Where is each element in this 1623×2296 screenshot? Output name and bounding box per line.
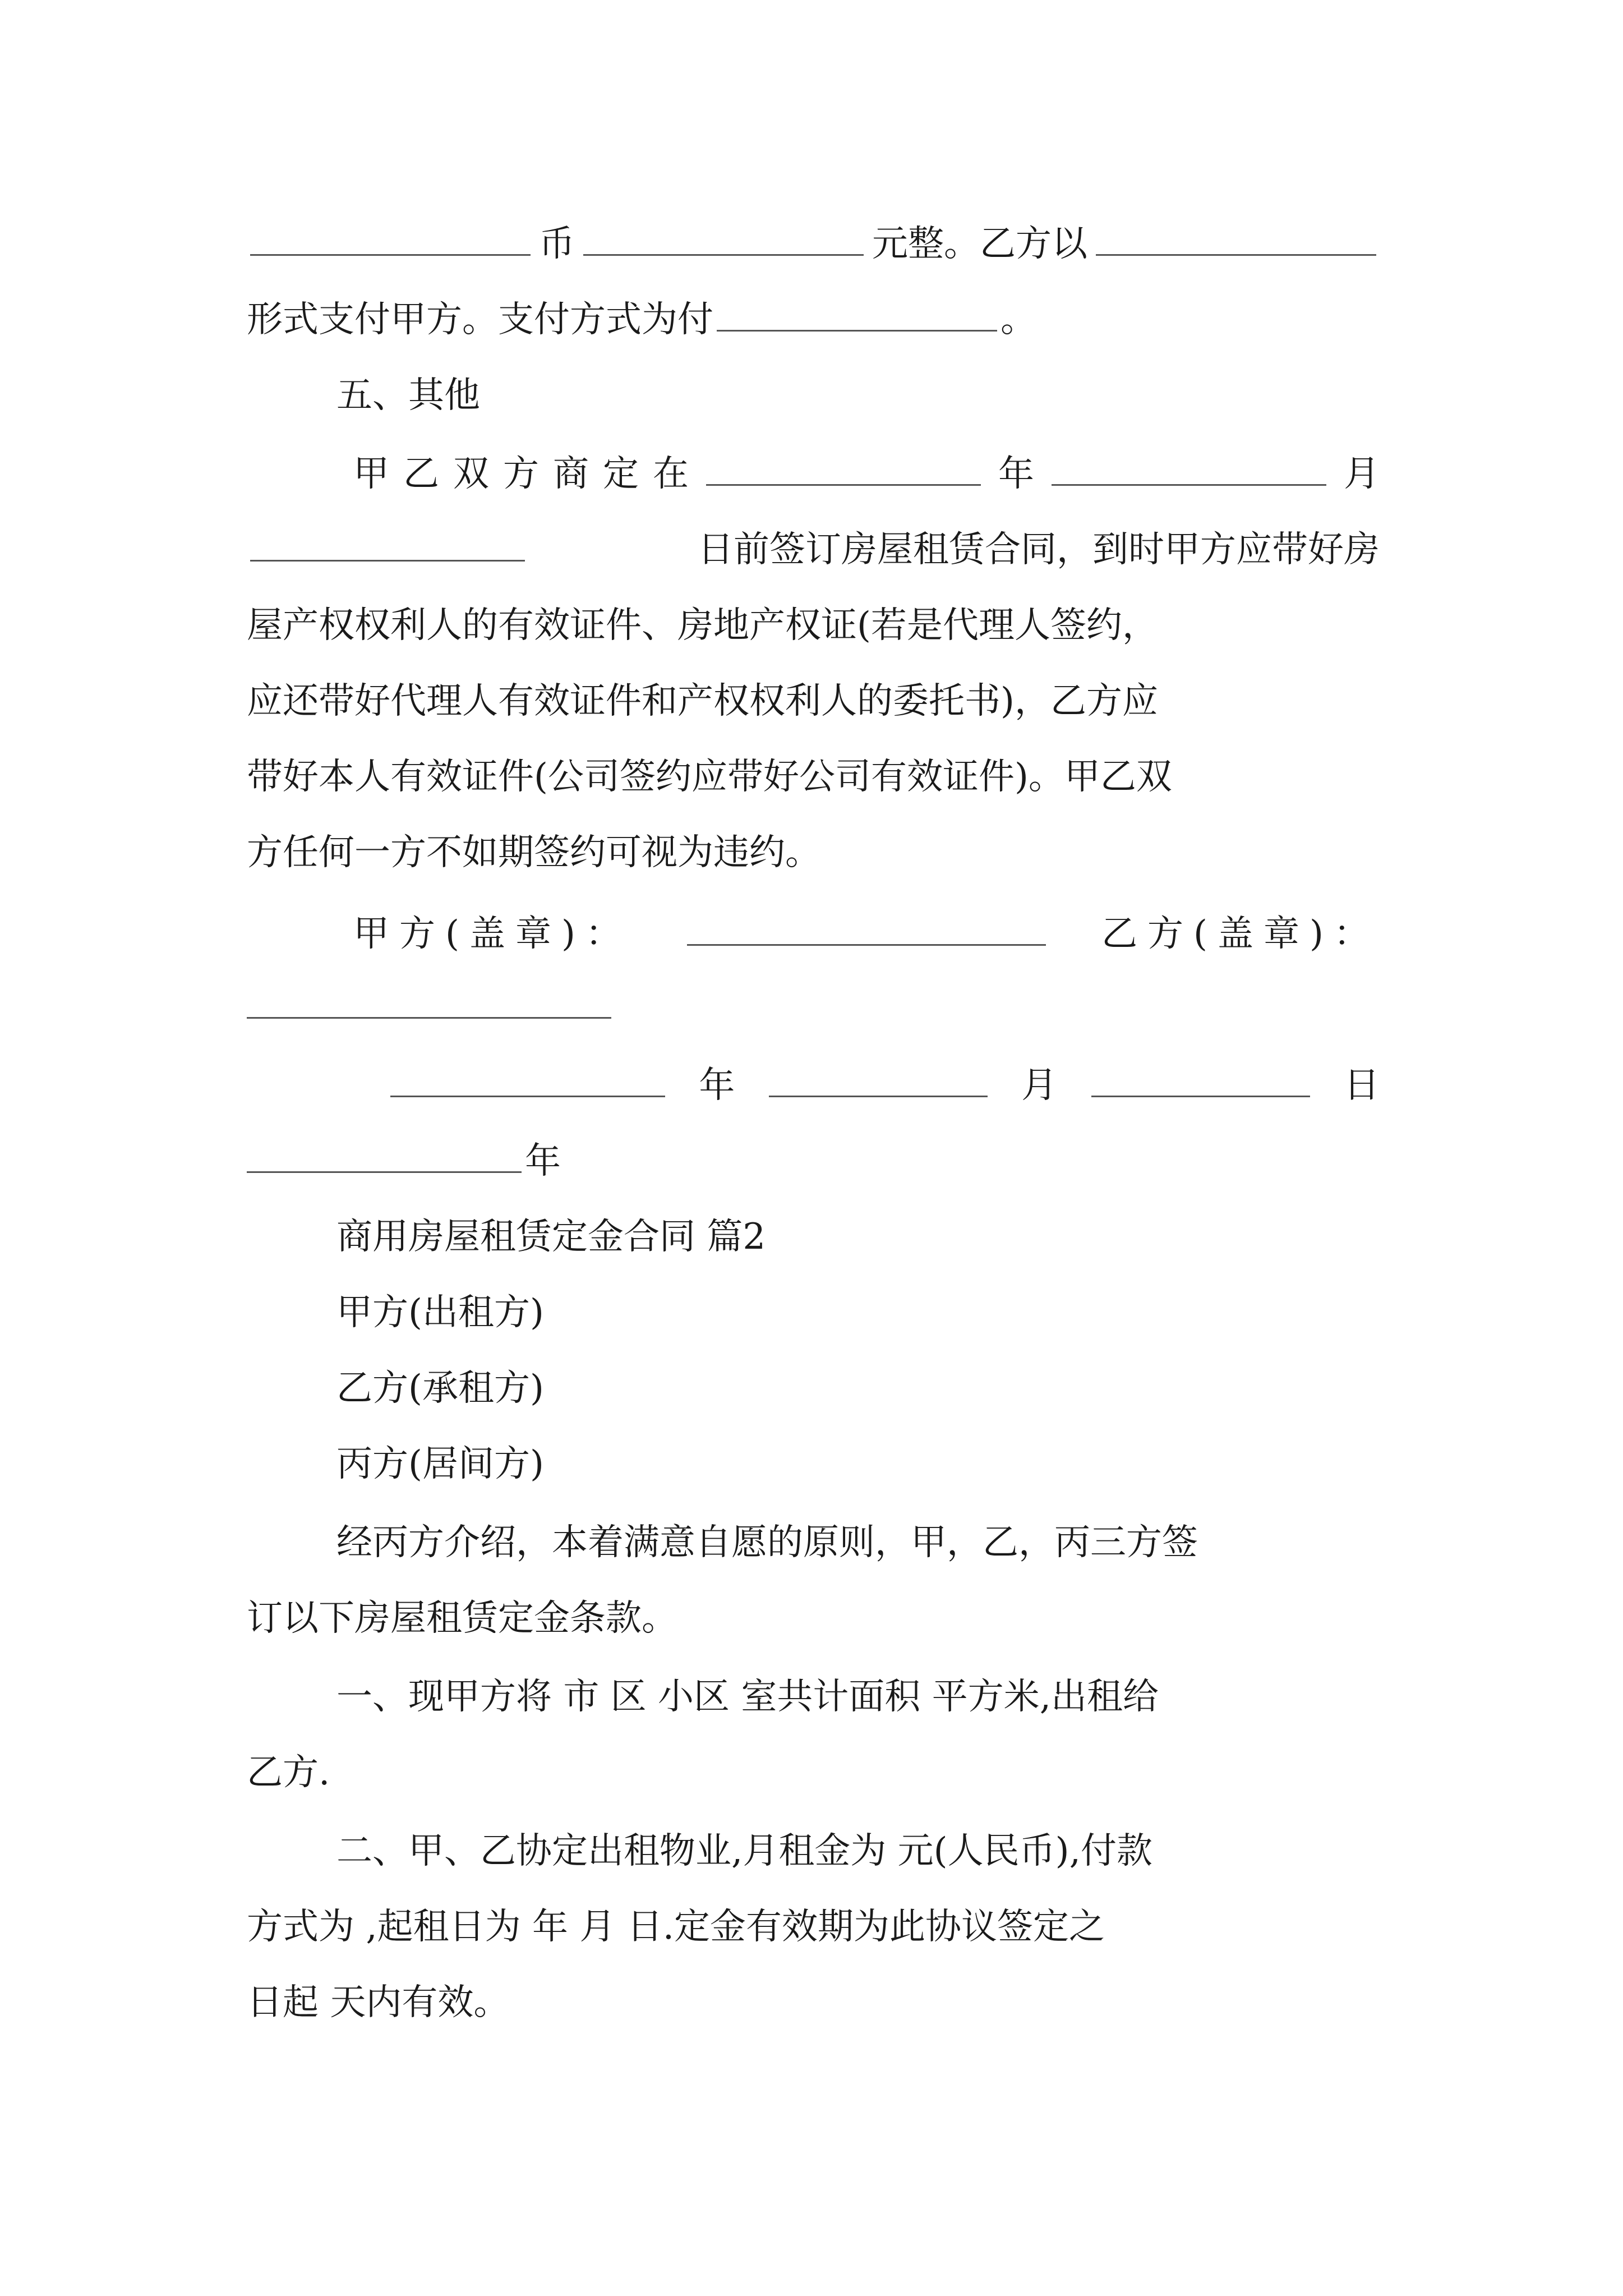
text-year: 年 (525, 1140, 561, 1182)
text-line-1 (247, 213, 1380, 275)
clause-2: 二、甲、乙协定出租物业,月租金为 元(人民币),付款 (336, 1830, 1152, 1872)
text-line-13 (247, 1130, 1380, 1192)
blank-field (1096, 214, 1376, 256)
char: 甲 (353, 453, 389, 495)
text-line-11 (247, 976, 1380, 1038)
clause-2-cont: 方式为 ,起租日为 年 月 日.定金有效期为此协议签定之 (247, 1906, 1105, 1948)
party-b-seal-label: 乙方(盖章)： (1101, 913, 1380, 955)
text-line-8: 带好本人有效证件(公司签约应带好公司有效证件)。甲乙双 (247, 756, 1172, 798)
clause-2-end: 日起 天内有效。 (247, 1982, 510, 2023)
text-line-7: 应还带好代理人有效证件和产权权利人的委托书)，乙方应 (247, 680, 1158, 722)
party-c-label: 丙方(居间方) (336, 1443, 544, 1485)
text-line-9: 方任何一方不如期签约可视为违约。 (247, 832, 821, 873)
blank-field (1052, 444, 1326, 486)
text-currency: 币 (539, 223, 575, 265)
char: 定 (603, 453, 639, 495)
text-payment: 形式支付甲方。支付方式为付 (247, 299, 713, 341)
text-line-2 (247, 289, 1380, 351)
blank-field (769, 1055, 988, 1097)
text-day: 日 (1343, 1065, 1380, 1106)
clause-1-cont: 乙方. (247, 1752, 330, 1793)
section-title: 商用房屋租赁定金合同 篇2 (336, 1216, 766, 1258)
text-line-19: 订以下房屋租赁定金条款。 (247, 1598, 677, 1639)
text-year: 年 (699, 1065, 735, 1106)
char: 商 (553, 453, 589, 495)
blank-field (390, 1055, 665, 1097)
blank-field (247, 1131, 522, 1173)
blank-field (250, 519, 525, 562)
text-period: 。 (1000, 299, 1036, 341)
blank-field (250, 214, 531, 256)
text-sign-contract: 日前签订房屋租赁合同，到时甲方应带好房 (698, 529, 1380, 570)
text-line-4 (353, 443, 1380, 505)
date-row (387, 1055, 1380, 1116)
char: 方 (503, 453, 539, 495)
party-b-label: 乙方(承租方) (336, 1368, 544, 1409)
signature-row (353, 903, 1380, 965)
section-heading: 五、其他 (336, 375, 480, 416)
blank-field (717, 289, 997, 332)
text-month: 月 (1021, 1065, 1058, 1106)
text-line-5 (247, 519, 1380, 581)
char: 乙 (403, 453, 439, 495)
char: 双 (453, 453, 489, 495)
party-a-seal-label: 甲方(盖章)： (353, 913, 631, 955)
text-line-6: 屋产权权利人的有效证件、房地产权证(若是代理人签约， (247, 605, 1158, 646)
clause-1: 一、现甲方将 市 区 小区 室共计面积 平方米,出租给 (336, 1676, 1159, 1718)
text-line-18: 经丙方介绍，本着满意自愿的原则，甲，乙，丙三方签 (336, 1522, 1198, 1563)
char: 在 (653, 453, 689, 495)
blank-field (583, 214, 864, 256)
text-year: 年 (998, 453, 1034, 495)
party-a-seal-field (687, 904, 1046, 946)
blank-field (1091, 1055, 1310, 1097)
blank-field (706, 444, 981, 486)
text-amount: 元整。乙方以 (872, 223, 1087, 265)
party-a-label: 甲方(出租方) (336, 1292, 544, 1333)
text-month: 月 (1344, 453, 1380, 495)
party-b-seal-field (247, 977, 611, 1019)
